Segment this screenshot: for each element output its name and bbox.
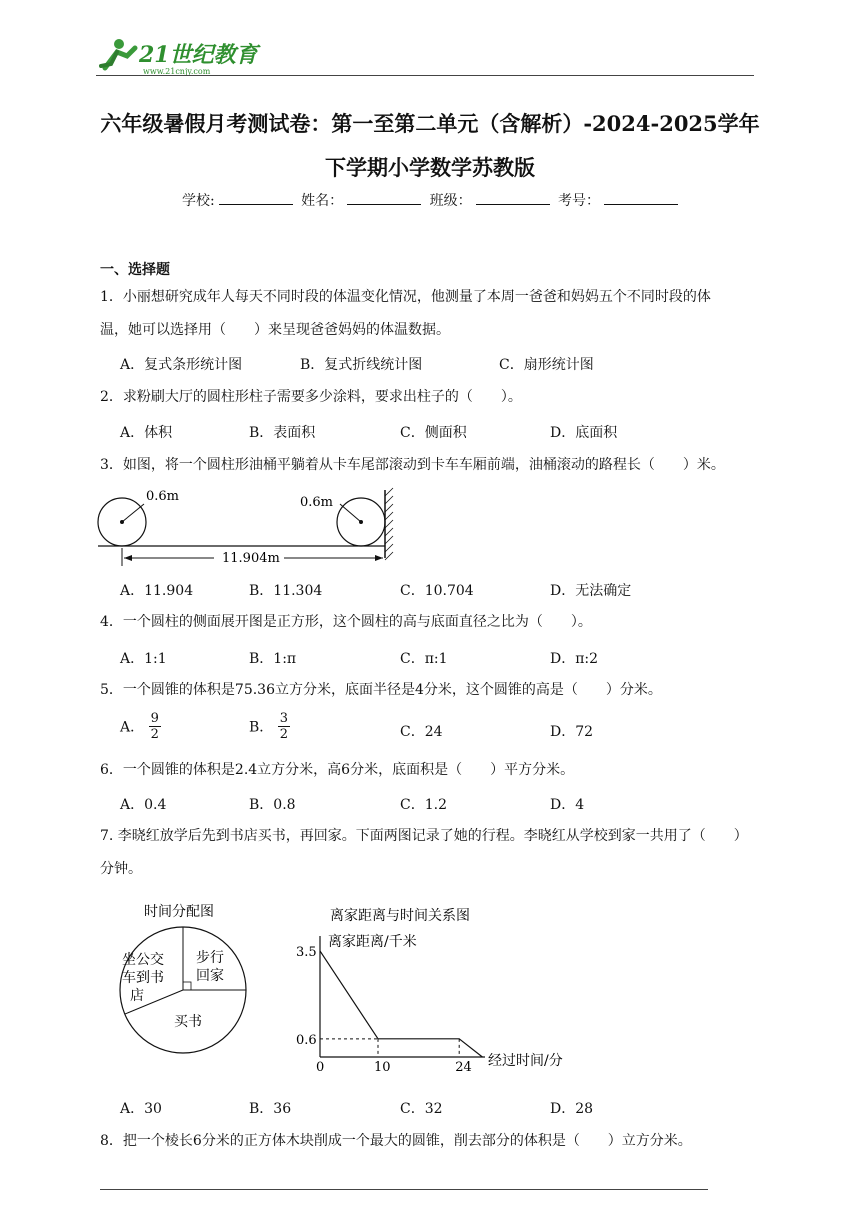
x-tick-label: 10: [374, 1060, 391, 1072]
class-label: 班级：: [429, 193, 472, 209]
class-blank[interactable]: [476, 192, 550, 205]
footer-rule: [100, 1189, 708, 1190]
pie-walk-line2: 回家: [196, 968, 224, 984]
barrel-start-radius: [122, 504, 144, 522]
question-1-line1: 1．小丽想研究成年人每天不同时段的体温变化情况，他测量了本周一爸爸和妈妈五个不同时段的体: [100, 289, 711, 305]
q6-option-a[interactable]: A．0.4: [120, 797, 167, 813]
q2-option-d[interactable]: D．底面积: [550, 425, 618, 441]
student-info-line: [0, 190, 860, 210]
q5-option-a-label: A．: [120, 719, 145, 736]
q3-option-d[interactable]: D．无法确定: [550, 583, 632, 599]
site-logo: [97, 34, 267, 78]
q4-option-d[interactable]: D．π:2: [550, 651, 599, 667]
barrel-end-radius: [340, 504, 361, 522]
y-tick-label: 3.5: [296, 944, 317, 960]
school-label: 学校:: [181, 193, 215, 209]
q7-option-c[interactable]: C．32: [400, 1101, 443, 1117]
q1-option-a[interactable]: A．复式条形统计图: [120, 357, 243, 373]
chart-xlabel: 经过时间/分: [488, 1053, 563, 1069]
question-5: 5．一个圆锥的体积是75.36立方分米，底面半径是4分米，这个圆锥的高是（ ）分米。: [100, 682, 662, 698]
header-rule: [96, 75, 754, 76]
q6-option-c[interactable]: C．1.2: [400, 797, 447, 813]
q2-option-a[interactable]: A．体积: [120, 425, 173, 441]
name-blank[interactable]: [347, 192, 421, 205]
dim-arrow-left: [124, 555, 132, 561]
q4-option-c[interactable]: C．π:1: [400, 651, 448, 667]
question-8: 8．把一个棱长6分米的正方体木块削成一个最大的圆锥，削去部分的体积是（ ）立方分米。: [100, 1133, 692, 1149]
x-tick-label: 0: [316, 1060, 325, 1072]
q2-option-c[interactable]: C．侧面积: [400, 425, 467, 441]
q5-option-b-label: B．: [249, 719, 274, 736]
question-1-line2: 温，她可以选择用（ ）来呈现爸爸妈妈的体温数据。: [100, 322, 450, 338]
pie-buy-label: 买书: [174, 1014, 202, 1030]
logo-url: www.21cnjy.com: [143, 67, 211, 76]
radius-label-right: 0.6m: [300, 495, 334, 510]
y-tick-label: 0.6: [296, 1032, 317, 1048]
q5-option-d[interactable]: D．72: [550, 724, 594, 740]
q4-option-b[interactable]: B．1:π: [249, 651, 297, 667]
q3-option-c[interactable]: C．10.704: [400, 583, 474, 599]
series-line: [320, 951, 482, 1057]
rolling-barrel-figure: [96, 482, 406, 574]
time-allocation-pie: [110, 898, 260, 1060]
q1-option-c[interactable]: C．扇形统计图: [499, 357, 594, 373]
question-7-line2: 分钟。: [100, 861, 142, 877]
q6-option-b[interactable]: B．0.8: [249, 797, 296, 813]
pie-bus-line2: 车到书: [122, 970, 164, 986]
exam-no-blank[interactable]: [604, 192, 678, 205]
q4-option-a[interactable]: A．1:1: [120, 651, 167, 667]
q3-option-a[interactable]: A．11.904: [120, 583, 194, 599]
radius-label-left: 0.6m: [146, 489, 180, 504]
right-angle-mark: [183, 982, 191, 990]
length-label: 11.904m: [222, 551, 280, 566]
question-4: 4．一个圆柱的侧面展开图是正方形，这个圆柱的高与底面直径之比为（ ）。: [100, 614, 592, 630]
q1-option-b[interactable]: B．复式折线统计图: [300, 357, 423, 373]
q5-fraction-a: $\frac{9}{2}$: [150, 711, 159, 742]
question-7-line1: 7. 李晓红放学后先到书店买书，再回家。下面两图记录了她的行程。李晓红从学校到家一共用了（ ）: [100, 828, 748, 844]
wall-hatching: [385, 488, 393, 560]
q6-option-d[interactable]: D．4: [550, 797, 585, 813]
pie-bus-line1: 坐公交: [122, 952, 164, 968]
exam-no-label: 考号：: [558, 193, 601, 209]
school-blank[interactable]: [219, 192, 293, 205]
q5-option-a[interactable]: [120, 711, 161, 742]
q2-option-b[interactable]: B．表面积: [249, 425, 316, 441]
pie-walk-line1: 步行: [196, 950, 224, 966]
chart-title: 离家距离与时间关系图: [330, 908, 470, 924]
dim-arrow-right: [375, 555, 383, 561]
q5-fraction-b: $\frac{3}{2}$: [279, 711, 289, 742]
q5-option-c[interactable]: C．24: [400, 724, 443, 740]
page-title-line2: 下学期小学数学苏教版: [325, 155, 535, 180]
q7-option-a[interactable]: A．30: [120, 1101, 162, 1117]
x-tick-label: 24: [455, 1060, 472, 1072]
pie-title: 时间分配图: [144, 904, 214, 920]
question-6: 6．一个圆锥的体积是2.4立方分米，高6分米，底面积是（ ）平方分米。: [100, 762, 575, 778]
question-2: 2．求粉刷大厅的圆柱形柱子需要多少涂料，要求出柱子的（ ）。: [100, 389, 522, 405]
section-heading: 一、选择题: [100, 262, 170, 278]
q7-option-d[interactable]: D．28: [550, 1101, 594, 1117]
q3-option-b[interactable]: B．11.304: [249, 583, 323, 599]
page-title-line1: 六年级暑假月考测试卷：第一至第二单元（含解析）-2024-2025学年: [100, 111, 760, 136]
name-label: 姓名：: [301, 193, 344, 209]
question-3: 3．如图，将一个圆柱形油桶平躺着从卡车尾部滚动到卡车车厢前端，油桶滚动的路程长（ ）米。: [100, 457, 725, 473]
q7-option-b[interactable]: B．36: [249, 1101, 292, 1117]
logo-text: 21世纪教育: [139, 42, 258, 68]
q5-option-b[interactable]: [249, 711, 290, 742]
distance-time-chart: [290, 900, 590, 1072]
pie-bus-line3: 店: [130, 988, 144, 1004]
chart-ylabel: 离家距离/千米: [328, 934, 417, 950]
